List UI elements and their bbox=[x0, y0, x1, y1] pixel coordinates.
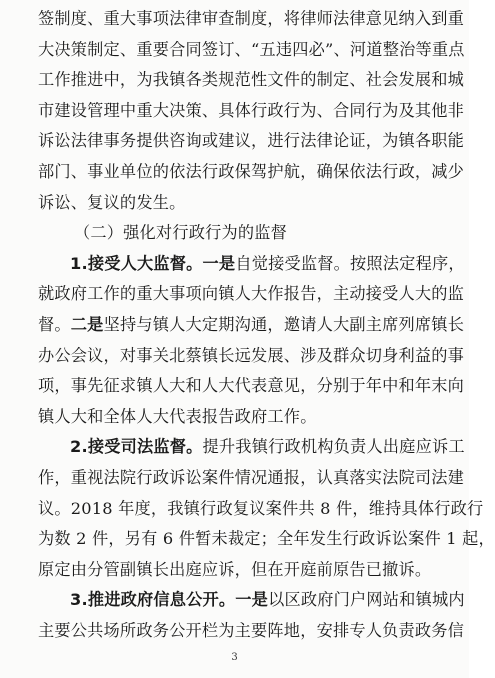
text-run: 主要公共场所政务公开栏为主要阵地，安排专人负责政务信 bbox=[38, 620, 465, 640]
text-run: 办公会议，对事关北蔡镇长远发展、涉及群众切身利益的事 bbox=[38, 345, 465, 365]
text-run: 就政府工作的重大事项向镇人大作报告，主动接受人大的监 bbox=[38, 284, 465, 304]
text-run: 自觉接受监督。按照法定程序， bbox=[235, 253, 465, 273]
bold-heading-run: 1.接受人大监督。一是 bbox=[70, 253, 236, 273]
text-line bbox=[38, 188, 438, 219]
text-run: 以区政府门户网站和镇城内 bbox=[268, 590, 465, 610]
text-run: 工作推进中，为我镇各类规范性文件的制定、社会发展和城 bbox=[38, 70, 465, 90]
text-line bbox=[38, 432, 465, 463]
text-run: 作，重视法院行政诉讼案件情况通报，认真落实法院司法建 bbox=[38, 467, 465, 487]
text-line bbox=[38, 4, 465, 35]
text-run: 坚持与镇人大定期沟通，邀请人大副主席列席镇长 bbox=[103, 314, 465, 334]
text-line bbox=[38, 249, 465, 280]
bold-heading-run: 二是 bbox=[70, 314, 104, 334]
text-run: 诉讼、复议的发生。 bbox=[38, 192, 186, 212]
text-run: 市建设管理中重大决策、具体行政行为、合同行为及其他非 bbox=[38, 100, 465, 120]
text-line bbox=[38, 126, 465, 157]
text-run: 项，事先征求镇人大和人大代表意见，分别于年中和年末向 bbox=[38, 376, 465, 396]
text-line bbox=[38, 524, 495, 555]
text-line bbox=[38, 157, 465, 188]
bold-heading-run: 3.推进政府信息公开。一是 bbox=[70, 590, 269, 610]
body-text bbox=[38, 4, 495, 646]
text-run: 议。2018 年度，我镇行政复议案件共 8 件，维持具体行政行 bbox=[38, 498, 484, 518]
text-line bbox=[38, 555, 438, 586]
text-line bbox=[38, 35, 465, 66]
text-line bbox=[38, 494, 484, 525]
text-line bbox=[38, 463, 465, 494]
page-number: 3 bbox=[231, 652, 238, 663]
text-line bbox=[38, 279, 465, 310]
text-run: 大决策制定、重要合同签订、“五违四必”、河道整治等重点 bbox=[38, 39, 465, 59]
text-run: 镇人大和全体人大代表报告政府工作。 bbox=[38, 406, 317, 426]
section-heading bbox=[38, 218, 438, 249]
text-run: （二）强化对行政行为的监督 bbox=[74, 223, 288, 243]
text-line bbox=[38, 371, 465, 402]
text-run: 签制度、重大事项法律审查制度，将律师法律意见纳入到重 bbox=[38, 9, 465, 28]
text-run: 原定由分管副镇长出庭应诉，但在开庭前原告已撤诉。 bbox=[38, 559, 432, 579]
text-line bbox=[38, 616, 465, 647]
text-run: 提升我镇行政机构负责人出庭应诉工 bbox=[202, 437, 465, 457]
text-run: 部门、事业单位的依法行政保驾护航，确保依法行政，减少 bbox=[38, 161, 465, 181]
text-run: 为数 2 件，另有 6 件暂未裁定；全年发生行政诉讼案件 1 起， bbox=[38, 529, 495, 549]
text-line bbox=[38, 341, 465, 372]
text-line bbox=[38, 96, 465, 127]
text-run: 督。 bbox=[38, 314, 71, 334]
bold-heading-run: 2.接受司法监督。 bbox=[70, 437, 203, 457]
text-line bbox=[38, 585, 465, 616]
text-line bbox=[38, 310, 465, 341]
text-line bbox=[38, 402, 438, 433]
text-line bbox=[38, 65, 465, 96]
text-run: 诉讼法律事务提供咨询或建议，进行法律论证，为镇各职能 bbox=[38, 131, 465, 151]
